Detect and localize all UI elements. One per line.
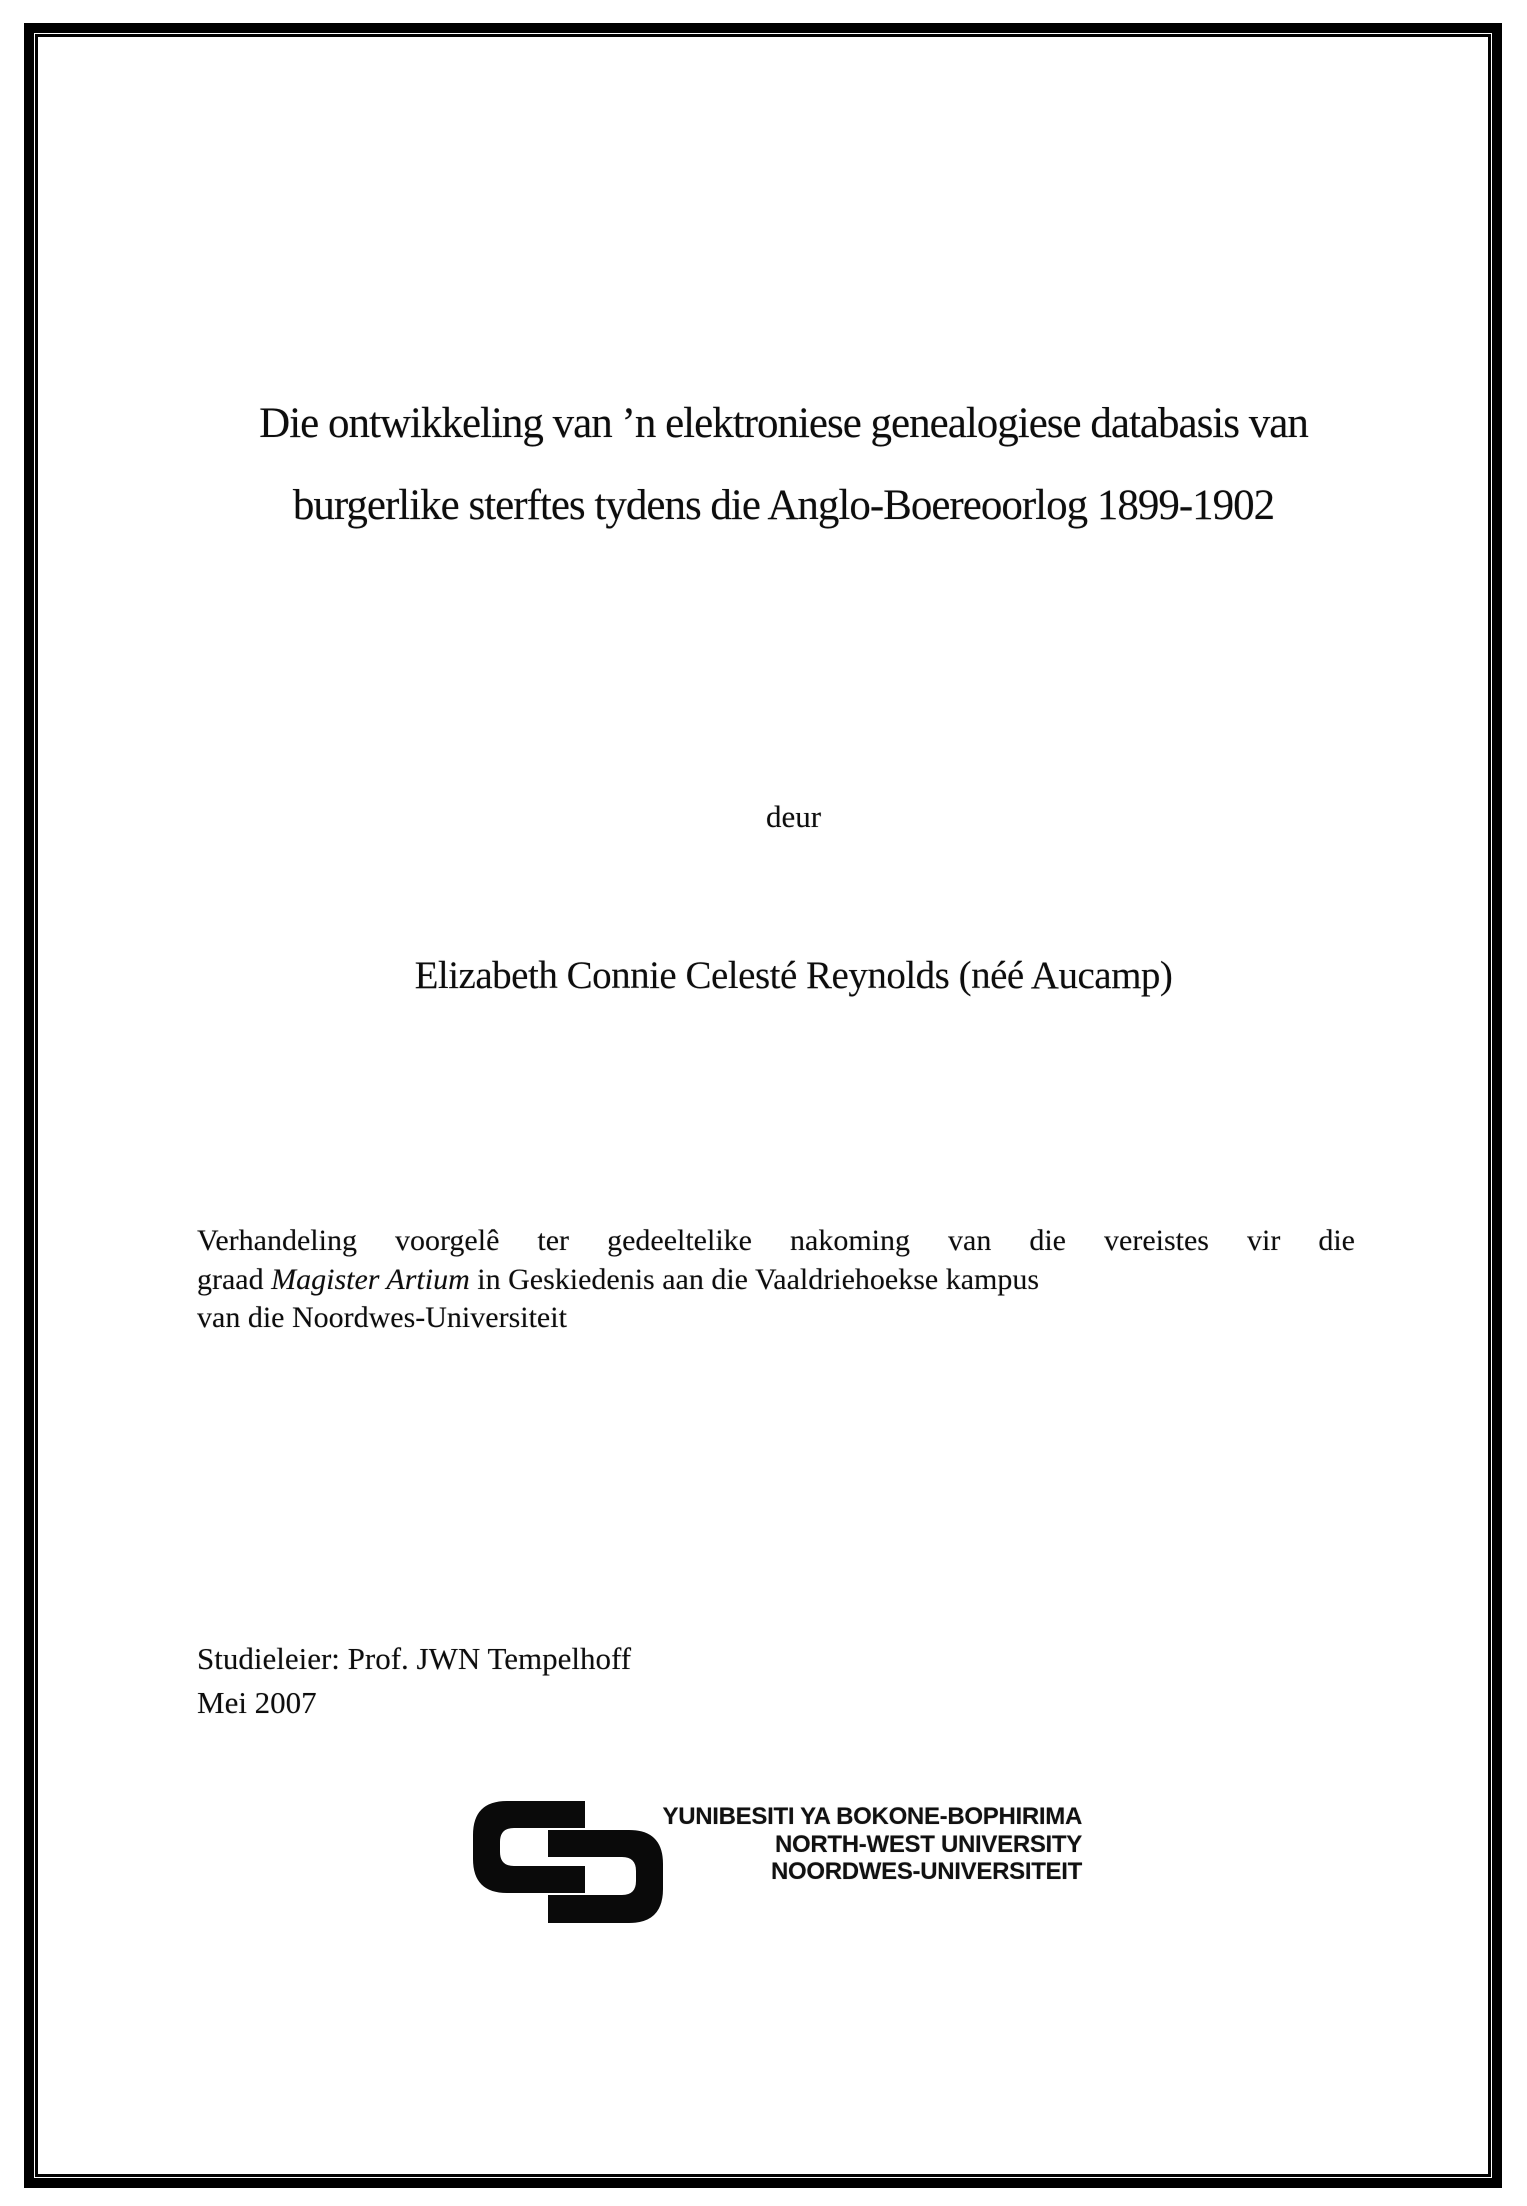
declaration-line2-prefix: graad [197,1262,272,1296]
degree-declaration [197,1222,1355,1338]
byline-label: deur [765,799,822,834]
date-line: Mei 2007 [197,1685,317,1720]
declaration-line2 [197,1261,1355,1300]
supervisor-line: Studieleier: Prof. JWN Tempelhoff [197,1641,632,1676]
thesis-title-line1: Die ontwikkeling van ’n elektroniese genealogiese databasis van [259,400,1308,447]
degree-name-italic: Magister Artium [271,1262,470,1296]
university-name-afrikaans: NOORDWES-UNIVERSITEIT [770,1858,1082,1885]
university-name-setswana: YUNIBESITI YA BOKONE-BOPHIRIMA [662,1803,1082,1830]
thesis-title-line2: burgerlike sterftes tydens die Anglo-Boereoorlog 1899-1902 [292,482,1275,529]
nwu-logo-icon [473,1801,663,1923]
author-name: Elizabeth Connie Celesté Reynolds (néé Aucamp) [414,954,1173,997]
declaration-line1: Verhandeling voorgelê ter gedeeltelike nakoming van die vereistes vir die [197,1224,1355,1257]
declaration-line3: van die Noordwes-Universiteit [197,1301,567,1334]
university-name-english: NORTH-WEST UNIVERSITY [774,1830,1082,1858]
declaration-line2-suffix: in Geskiedenis aan die Vaaldriehoekse kampus [469,1262,1040,1296]
university-name-block [663,1803,1083,1886]
thesis-title [120,383,1447,547]
supervisor-block [197,1637,1097,1725]
